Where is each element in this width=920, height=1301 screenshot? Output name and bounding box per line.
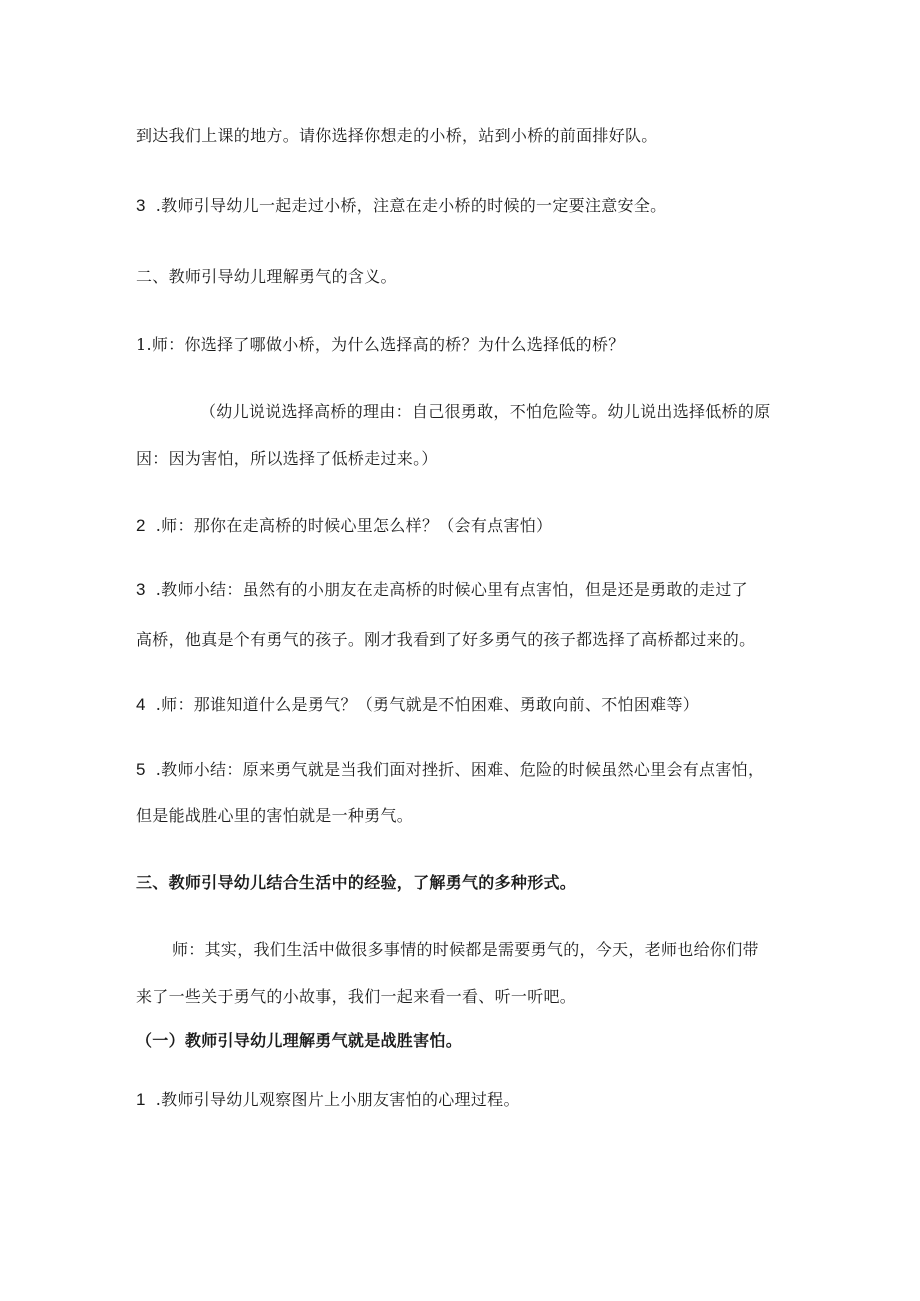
- paragraph-summary-5-line2: 但是能战胜心里的害怕就是一种勇气。: [136, 806, 414, 825]
- paragraph-intro: 到达我们上课的地方。请你选择你想走的小桥，站到小桥的前面排好队。: [136, 126, 658, 145]
- paragraph-question-2: [136, 516, 552, 536]
- paragraph-summary-3-line2: 高桥，他真是个有勇气的孩子。刚才我看到了好多勇气的孩子都选择了高桥都过来的。: [136, 630, 756, 649]
- list-number: 2: [136, 516, 146, 535]
- paragraph-question-1: 1.师：你选择了哪做小桥，为什么选择高的桥？为什么选择低的桥？: [136, 335, 625, 354]
- paragraph-text: .师：那谁知道什么是勇气？（勇气就是不怕困难、勇敢向前、不怕困难等）: [155, 695, 700, 714]
- list-number: 1: [136, 1090, 146, 1109]
- paragraph-text: .师：那你在走高桥的时候心里怎么样？（会有点害怕）: [155, 516, 553, 535]
- paragraph-summary-5-line1: [136, 760, 764, 780]
- paragraph-teacher-intro-line2: 来了一些关于勇气的小故事，我们一起来看一看、听一听吧。: [136, 987, 577, 1006]
- paragraph-text: .教师小结：虽然有的小朋友在走高桥的时候心里有点害怕，但是还是勇敢的走过了: [155, 580, 748, 599]
- paragraph-teacher-intro-line1: 师：其实，我们生活中做很多事情的时候都是需要勇气的，今天，老师也给你们带: [172, 940, 759, 959]
- section-heading-3: 三、教师引导幼儿结合生活中的经验，了解勇气的多种形式。: [136, 873, 577, 892]
- paragraph-text: .教师小结：原来勇气就是当我们面对挫折、困难、危险的时候虽然心里会有点害怕，: [155, 760, 765, 779]
- paragraph-children-reason-line1: （幼儿说说选择高桥的理由：自己很勇敢，不怕危险等。幼儿说出选择低桥的原: [200, 402, 771, 421]
- subsection-heading-1: （一）教师引导幼儿理解勇气就是战胜害怕。: [136, 1031, 463, 1050]
- paragraph-summary-3-line1: [136, 580, 748, 600]
- list-number: 4: [136, 695, 146, 714]
- paragraph-step-3-walk: [136, 196, 666, 216]
- list-number: 3: [136, 196, 146, 215]
- paragraph-text: .教师引导幼儿一起走过小桥，注意在走小桥的时候的一定要注意安全。: [155, 196, 667, 215]
- list-number: 3: [136, 580, 146, 599]
- paragraph-question-4: [136, 695, 699, 715]
- list-number: 5: [136, 760, 146, 779]
- paragraph-text: .教师引导幼儿观察图片上小朋友害怕的心理过程。: [155, 1090, 520, 1109]
- paragraph-children-reason-line2: 因：因为害怕，所以选择了低桥走过来。）: [136, 449, 438, 468]
- section-heading-2: 二、教师引导幼儿理解勇气的含义。: [136, 267, 397, 286]
- paragraph-observe-step-1: [136, 1090, 520, 1110]
